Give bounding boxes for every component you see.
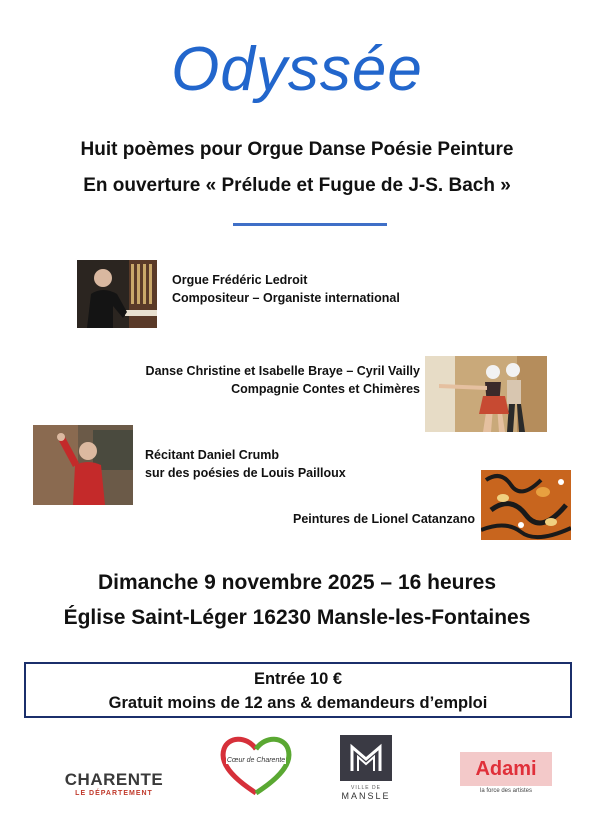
dance-line1: Danse Christine et Isabelle Braye – Cyril Vailly — [145, 364, 420, 378]
charente-logo — [58, 770, 170, 797]
reciter-line1: Récitant Daniel Crumb — [145, 448, 280, 462]
subtitle-program: Huit poèmes pour Orgue Danse Poésie Peinture — [80, 139, 514, 160]
reciter-line2: sur des poésies de Louis Pailloux — [145, 466, 346, 480]
charente-logo-name: CHARENTE — [64, 770, 164, 789]
mansle-logo-name: MANSLE — [341, 791, 391, 801]
mansle-logo — [340, 735, 392, 801]
coeur-de-charente-logo — [218, 735, 294, 797]
subtitle-opening: En ouverture « Prélude et Fugue de J-S. Bach » — [83, 175, 511, 196]
date-line: Dimanche 9 novembre 2025 – 16 heures — [97, 571, 497, 594]
adami-logo-name: Adami — [460, 752, 552, 786]
painting-photo — [481, 470, 571, 540]
charente-logo-sub: LE DÉPARTEMENT — [75, 790, 153, 797]
dance-line2: Compagnie Contes et Chimères — [231, 382, 420, 396]
dancers-photo — [425, 356, 547, 432]
entry-box — [24, 662, 572, 718]
adami-logo-tagline: la force des artistes — [479, 788, 533, 794]
divider-rule — [233, 223, 387, 226]
venue-line: Église Saint-Léger 16230 Mansle-les-Fontaines — [63, 606, 531, 629]
entry-price: Entrée 10 € — [253, 670, 343, 688]
organist-photo — [77, 260, 157, 328]
organ-caption — [172, 271, 400, 307]
poster-title: Odyssée — [171, 35, 423, 104]
adami-logo — [460, 752, 552, 794]
reciter-caption — [145, 446, 346, 482]
entry-free: Gratuit moins de 12 ans & demandeurs d’emploi — [108, 694, 488, 712]
reciter-photo — [33, 425, 133, 505]
painter-caption: Peintures de Lionel Catanzano — [293, 512, 475, 526]
dance-caption — [0, 362, 420, 398]
mansle-logo-prefix: VILLE DE — [351, 785, 381, 791]
mansle-logo-mark — [340, 735, 392, 781]
organ-line1: Orgue Frédéric Ledroit — [172, 273, 308, 287]
coeur-logo-name: Cœur de Charente — [226, 757, 286, 764]
organ-line2: Compositeur – Organiste international — [172, 291, 400, 305]
